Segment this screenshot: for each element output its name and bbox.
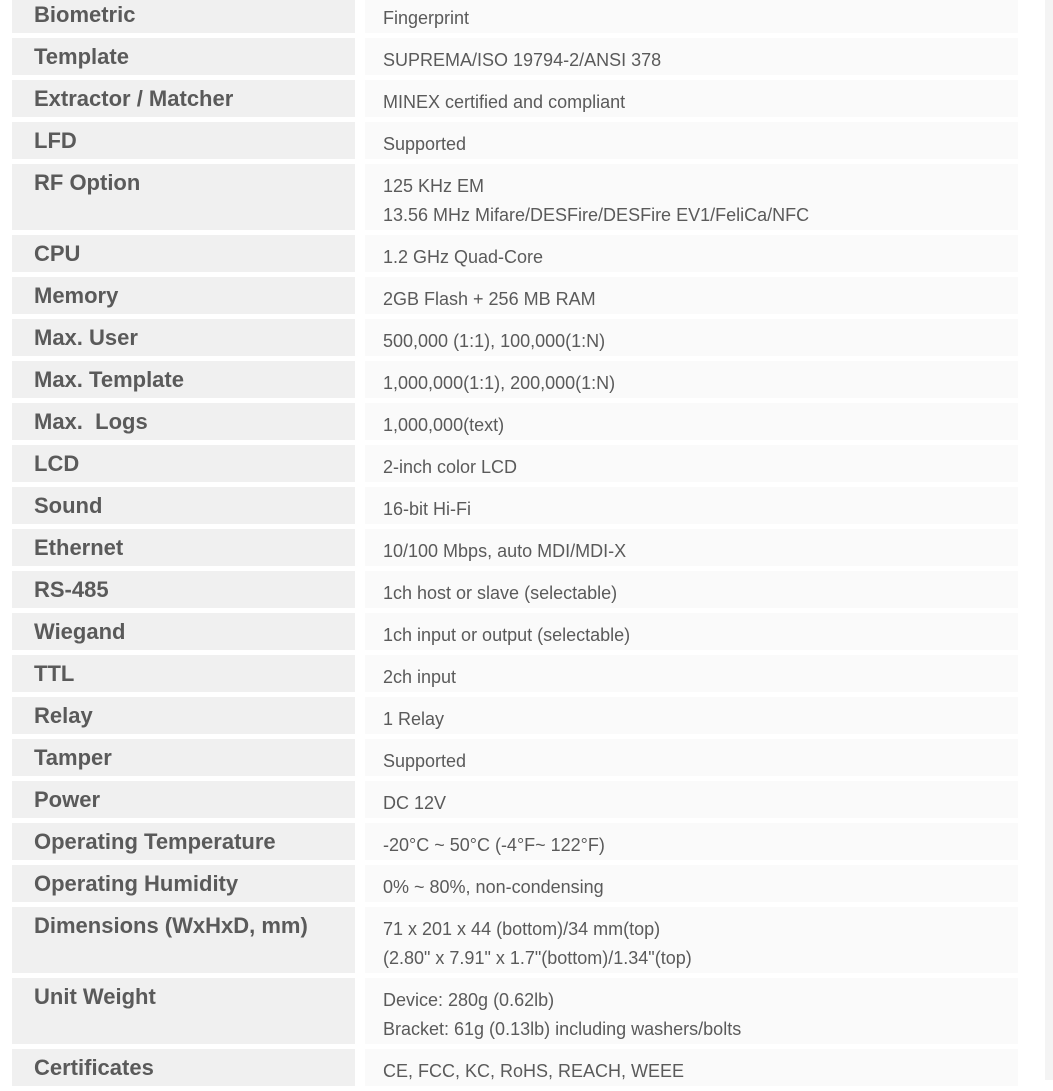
spec-label: LCD bbox=[12, 445, 355, 482]
spec-value-line: 16-bit Hi-Fi bbox=[383, 499, 472, 519]
page-edge bbox=[1045, 0, 1053, 1080]
spec-value-line: (2.80" x 7.91" x 1.7"(bottom)/1.34"(top) bbox=[383, 948, 692, 968]
spec-divider bbox=[355, 403, 365, 440]
spec-divider bbox=[355, 823, 365, 860]
spec-divider bbox=[355, 697, 365, 734]
spec-divider bbox=[355, 978, 365, 1044]
spec-value bbox=[365, 0, 1018, 33]
spec-row-relay bbox=[12, 697, 1018, 734]
spec-value-line: 71 x 201 x 44 (bottom)/34 mm(top) bbox=[383, 919, 661, 939]
spec-value-line: Bracket: 61g (0.13lb) including washers/bolts bbox=[383, 1019, 742, 1039]
spec-value bbox=[365, 319, 1018, 356]
spec-value bbox=[365, 1049, 1018, 1086]
spec-value-line: DC 12V bbox=[383, 793, 447, 813]
spec-divider bbox=[355, 80, 365, 117]
spec-value bbox=[365, 277, 1018, 314]
spec-value bbox=[365, 865, 1018, 902]
spec-value-line: 1ch host or slave (selectable) bbox=[383, 583, 618, 603]
spec-divider bbox=[355, 277, 365, 314]
spec-value-line: 13.56 MHz Mifare/DESFire/DESFire EV1/FeliCa/NFC bbox=[383, 205, 810, 225]
spec-divider bbox=[355, 122, 365, 159]
spec-value-line: 10/100 Mbps, auto MDI/MDI-X bbox=[383, 541, 627, 561]
spec-row-memory bbox=[12, 277, 1018, 314]
spec-row-tamper bbox=[12, 739, 1018, 776]
spec-row-ethernet bbox=[12, 529, 1018, 566]
spec-value-line: 1,000,000(text) bbox=[383, 415, 505, 435]
spec-label: TTL bbox=[12, 655, 355, 692]
spec-label: Sound bbox=[12, 487, 355, 524]
spec-label: LFD bbox=[12, 122, 355, 159]
spec-row-wiegand bbox=[12, 613, 1018, 650]
spec-value-line: 0% ~ 80%, non-condensing bbox=[383, 877, 604, 897]
spec-divider bbox=[355, 655, 365, 692]
spec-row-rf-option bbox=[12, 164, 1018, 230]
spec-row-max-template bbox=[12, 361, 1018, 398]
spec-row-lcd bbox=[12, 445, 1018, 482]
spec-label: Operating Temperature bbox=[12, 823, 355, 860]
spec-value bbox=[365, 739, 1018, 776]
spec-divider bbox=[355, 907, 365, 973]
spec-divider bbox=[355, 613, 365, 650]
spec-divider bbox=[355, 529, 365, 566]
spec-table bbox=[12, 0, 1018, 1091]
spec-divider bbox=[355, 361, 365, 398]
spec-divider bbox=[355, 781, 365, 818]
spec-value bbox=[365, 907, 1018, 973]
spec-value bbox=[365, 487, 1018, 524]
spec-value bbox=[365, 235, 1018, 272]
spec-value bbox=[365, 361, 1018, 398]
spec-row-unit-weight bbox=[12, 978, 1018, 1044]
spec-label: Power bbox=[12, 781, 355, 818]
spec-row-cpu bbox=[12, 235, 1018, 272]
spec-row-max-user bbox=[12, 319, 1018, 356]
spec-divider bbox=[355, 235, 365, 272]
spec-value-line: 125 KHz EM bbox=[383, 176, 485, 196]
spec-divider bbox=[355, 38, 365, 75]
spec-value-line: 500,000 (1:1), 100,000(1:N) bbox=[383, 331, 606, 351]
spec-value-line: MINEX certified and compliant bbox=[383, 92, 626, 112]
spec-row-ttl bbox=[12, 655, 1018, 692]
spec-divider bbox=[355, 739, 365, 776]
spec-label: Memory bbox=[12, 277, 355, 314]
spec-divider bbox=[355, 571, 365, 608]
spec-divider bbox=[355, 0, 365, 33]
spec-value bbox=[365, 655, 1018, 692]
spec-value bbox=[365, 403, 1018, 440]
spec-value-line: Fingerprint bbox=[383, 8, 470, 28]
spec-label: CPU bbox=[12, 235, 355, 272]
spec-label: Operating Humidity bbox=[12, 865, 355, 902]
spec-label: Ethernet bbox=[12, 529, 355, 566]
spec-row-operating-temperature bbox=[12, 823, 1018, 860]
spec-value bbox=[365, 781, 1018, 818]
spec-value bbox=[365, 613, 1018, 650]
spec-row-certificates bbox=[12, 1049, 1018, 1086]
spec-label: Max. Logs bbox=[12, 403, 355, 440]
spec-value-line: 1 Relay bbox=[383, 709, 445, 729]
spec-value-line: Supported bbox=[383, 751, 467, 771]
spec-divider bbox=[355, 445, 365, 482]
spec-value bbox=[365, 38, 1018, 75]
spec-row-power bbox=[12, 781, 1018, 818]
spec-value-line: 2ch input bbox=[383, 667, 457, 687]
spec-divider bbox=[355, 1049, 365, 1086]
spec-divider bbox=[355, 319, 365, 356]
spec-value bbox=[365, 80, 1018, 117]
spec-value bbox=[365, 529, 1018, 566]
spec-divider bbox=[355, 164, 365, 230]
spec-value bbox=[365, 823, 1018, 860]
spec-value bbox=[365, 164, 1018, 230]
spec-row-lfd bbox=[12, 122, 1018, 159]
spec-value-line: CE, FCC, KC, RoHS, REACH, WEEE bbox=[383, 1061, 685, 1081]
spec-row-extractor-matcher bbox=[12, 80, 1018, 117]
spec-value-line: 1,000,000(1:1), 200,000(1:N) bbox=[383, 373, 616, 393]
spec-label: Wiegand bbox=[12, 613, 355, 650]
spec-row-rs485 bbox=[12, 571, 1018, 608]
spec-value-line: Supported bbox=[383, 134, 467, 154]
spec-label: Tamper bbox=[12, 739, 355, 776]
spec-row-biometric bbox=[12, 0, 1018, 33]
spec-value bbox=[365, 697, 1018, 734]
spec-label: RF Option bbox=[12, 164, 355, 230]
spec-label: Relay bbox=[12, 697, 355, 734]
spec-label: Max. Template bbox=[12, 361, 355, 398]
spec-label: Certificates bbox=[12, 1049, 355, 1086]
spec-value bbox=[365, 571, 1018, 608]
spec-label: Unit Weight bbox=[12, 978, 355, 1044]
spec-value-line: Device: 280g (0.62lb) bbox=[383, 990, 555, 1010]
spec-label: Template bbox=[12, 38, 355, 75]
spec-value-line: 2GB Flash + 256 MB RAM bbox=[383, 289, 596, 309]
spec-row-dimensions bbox=[12, 907, 1018, 973]
spec-label: Extractor / Matcher bbox=[12, 80, 355, 117]
spec-row-template bbox=[12, 38, 1018, 75]
spec-value-line: -20°C ~ 50°C (-4°F~ 122°F) bbox=[383, 835, 605, 855]
spec-divider bbox=[355, 487, 365, 524]
spec-row-sound bbox=[12, 487, 1018, 524]
spec-divider bbox=[355, 865, 365, 902]
spec-label: Dimensions (WxHxD, mm) bbox=[12, 907, 355, 973]
spec-value-line: 1ch input or output (selectable) bbox=[383, 625, 631, 645]
spec-label: Max. User bbox=[12, 319, 355, 356]
spec-label: RS-485 bbox=[12, 571, 355, 608]
spec-value bbox=[365, 445, 1018, 482]
spec-value bbox=[365, 978, 1018, 1044]
spec-label: Biometric bbox=[12, 0, 355, 33]
spec-row-operating-humidity bbox=[12, 865, 1018, 902]
spec-value-line: SUPREMA/ISO 19794-2/ANSI 378 bbox=[383, 50, 662, 70]
spec-value bbox=[365, 122, 1018, 159]
spec-value-line: 2-inch color LCD bbox=[383, 457, 518, 477]
spec-value-line: 1.2 GHz Quad-Core bbox=[383, 247, 544, 267]
spec-row-max-logs bbox=[12, 403, 1018, 440]
